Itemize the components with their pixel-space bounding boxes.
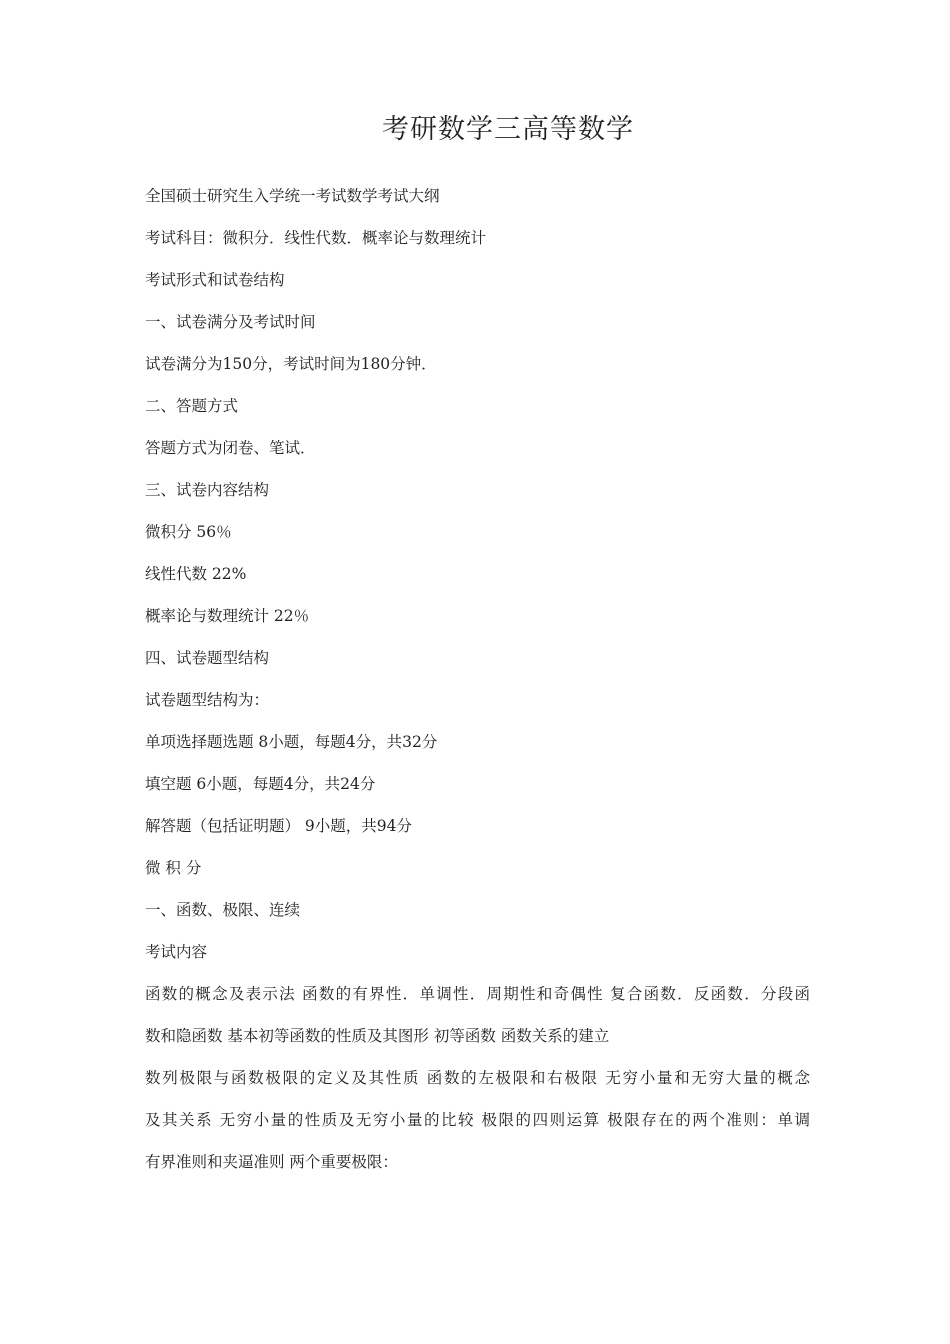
paragraph-exam-format: 考试形式和试卷结构 bbox=[145, 271, 285, 289]
paragraph-exam-content: 考试内容 bbox=[145, 943, 208, 961]
section-heading-answer-method: 二、答题方式 bbox=[145, 397, 239, 415]
paragraph-limits-line-3: 有界准则和夹逼准则 两个重要极限： bbox=[145, 1153, 398, 1171]
paragraph-functions-line-1: 函数的概念及表示法 函数的有界性．单调性．周期性和奇偶性 复合函数．反函数．分段函 bbox=[145, 985, 810, 1003]
paragraph-exam-subjects: 考试科目：微积分．线性代数．概率论与数理统计 bbox=[145, 229, 487, 247]
paragraph-functions-line-2: 数和隐函数 基本初等函数的性质及其图形 初等函数 函数关系的建立 bbox=[145, 1027, 610, 1045]
section-heading-calculus: 微 积 分 bbox=[145, 859, 202, 877]
question-type-multiple-choice: 单项选择题选题 8小题，每题4分，共32分 bbox=[145, 733, 438, 751]
content-share-calculus: 微积分 56％ bbox=[145, 523, 232, 541]
section-heading-functions-limits: 一、函数、极限、连续 bbox=[145, 901, 301, 919]
paragraph-answer-method: 答题方式为闭卷、笔试． bbox=[145, 439, 316, 457]
document-title: 考研数学三高等数学 bbox=[382, 114, 634, 145]
section-heading-question-types: 四、试卷题型结构 bbox=[145, 649, 270, 667]
section-heading-content-structure: 三、试卷内容结构 bbox=[145, 481, 270, 499]
question-type-answer: 解答题（包括证明题） 9小题，共94分 bbox=[145, 817, 413, 835]
content-share-probability: 概率论与数理统计 22％ bbox=[145, 607, 310, 625]
content-share-linear-algebra: 线性代数 22% bbox=[145, 565, 247, 583]
paragraph-score-time: 试卷满分为150分，考试时间为180分钟． bbox=[145, 355, 437, 373]
paragraph-limits-line-2: 及其关系 无穷小量的性质及无穷小量的比较 极限的四则运算 极限存在的两个准则：单调 bbox=[145, 1111, 810, 1129]
question-type-fill-in: 填空题 6小题，每题4分，共24分 bbox=[145, 775, 376, 793]
paragraph-question-types-intro: 试卷题型结构为： bbox=[145, 691, 270, 709]
section-heading-score-time: 一、试卷满分及考试时间 bbox=[145, 313, 316, 331]
paragraph-syllabus-heading: 全国硕士研究生入学统一考试数学考试大纲 bbox=[145, 187, 440, 205]
paragraph-limits-line-1: 数列极限与函数极限的定义及其性质 函数的左极限和右极限 无穷小量和无穷大量的概念 bbox=[145, 1069, 810, 1087]
